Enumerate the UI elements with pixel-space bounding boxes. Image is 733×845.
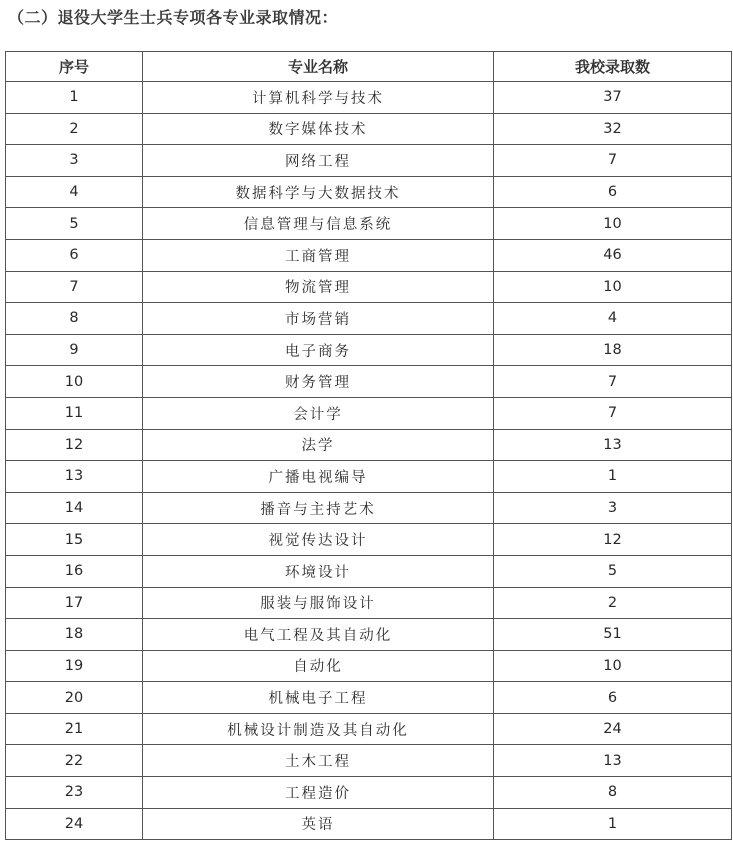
table-row: [6, 587, 732, 619]
row-number: 6: [6, 239, 143, 271]
row-number: 10: [6, 366, 143, 398]
major-name: 土木工程: [143, 745, 494, 777]
row-number: 13: [6, 461, 143, 493]
row-number: 9: [6, 334, 143, 366]
admission-count: 6: [494, 682, 732, 714]
table-body: [6, 82, 732, 840]
row-number: 23: [6, 777, 143, 809]
row-number: 5: [6, 208, 143, 240]
table-row: [6, 145, 732, 177]
major-name: 信息管理与信息系统: [143, 208, 494, 240]
major-name: 会计学: [143, 397, 494, 429]
table-row: [6, 555, 732, 587]
row-number: 22: [6, 745, 143, 777]
admission-count: 10: [494, 271, 732, 303]
major-name: 工程造价: [143, 777, 494, 809]
table-row: [6, 682, 732, 714]
major-name: 财务管理: [143, 366, 494, 398]
major-name: 电子商务: [143, 334, 494, 366]
table-row: [6, 492, 732, 524]
major-name: 广播电视编导: [143, 461, 494, 493]
section-heading: （二）退役大学生士兵专项各专业录取情况：: [8, 8, 339, 27]
row-number: 21: [6, 713, 143, 745]
admission-count: 32: [494, 113, 732, 145]
major-name: 服装与服饰设计: [143, 587, 494, 619]
table-row: [6, 334, 732, 366]
major-name: 播音与主持艺术: [143, 492, 494, 524]
admission-count: 13: [494, 429, 732, 461]
admissions-table: [5, 51, 732, 840]
table-row: [6, 713, 732, 745]
row-number: 1: [6, 82, 143, 114]
admission-count: 4: [494, 303, 732, 335]
row-number: 7: [6, 271, 143, 303]
table-row: [6, 271, 732, 303]
admission-count: 3: [494, 492, 732, 524]
column-header-major: 专业名称: [143, 52, 494, 82]
admission-count: 7: [494, 397, 732, 429]
table-row: [6, 777, 732, 809]
table-row: [6, 745, 732, 777]
admission-count: 2: [494, 587, 732, 619]
row-number: 15: [6, 524, 143, 556]
admission-count: 46: [494, 239, 732, 271]
row-number: 12: [6, 429, 143, 461]
row-number: 3: [6, 145, 143, 177]
admission-count: 10: [494, 650, 732, 682]
admission-count: 6: [494, 176, 732, 208]
row-number: 8: [6, 303, 143, 335]
admission-count: 5: [494, 555, 732, 587]
table-row: [6, 208, 732, 240]
row-number: 20: [6, 682, 143, 714]
major-name: 市场营销: [143, 303, 494, 335]
major-name: 计算机科学与技术: [143, 82, 494, 114]
major-name: 数据科学与大数据技术: [143, 176, 494, 208]
major-name: 英语: [143, 808, 494, 840]
admission-count: 1: [494, 808, 732, 840]
table-row: [6, 808, 732, 840]
admission-count: 8: [494, 777, 732, 809]
row-number: 18: [6, 619, 143, 651]
admission-count: 10: [494, 208, 732, 240]
row-number: 2: [6, 113, 143, 145]
table-row: [6, 303, 732, 335]
table-row: [6, 113, 732, 145]
column-header-count: 我校录取数: [494, 52, 732, 82]
major-name: 机械电子工程: [143, 682, 494, 714]
major-name: 环境设计: [143, 555, 494, 587]
major-name: 工商管理: [143, 239, 494, 271]
admission-count: 24: [494, 713, 732, 745]
admission-count: 37: [494, 82, 732, 114]
major-name: 机械设计制造及其自动化: [143, 713, 494, 745]
row-number: 19: [6, 650, 143, 682]
table-row: [6, 619, 732, 651]
major-name: 视觉传达设计: [143, 524, 494, 556]
row-number: 24: [6, 808, 143, 840]
admission-count: 1: [494, 461, 732, 493]
table-row: [6, 397, 732, 429]
row-number: 4: [6, 176, 143, 208]
table-row: [6, 82, 732, 114]
table-row: [6, 524, 732, 556]
major-name: 数字媒体技术: [143, 113, 494, 145]
row-number: 16: [6, 555, 143, 587]
table-row: [6, 650, 732, 682]
admission-count: 13: [494, 745, 732, 777]
major-name: 物流管理: [143, 271, 494, 303]
major-name: 法学: [143, 429, 494, 461]
table-row: [6, 429, 732, 461]
table-header-row: [6, 52, 732, 82]
table-row: [6, 366, 732, 398]
admission-count: 7: [494, 145, 732, 177]
admission-count: 51: [494, 619, 732, 651]
table-row: [6, 239, 732, 271]
row-number: 11: [6, 397, 143, 429]
admission-count: 7: [494, 366, 732, 398]
major-name: 电气工程及其自动化: [143, 619, 494, 651]
row-number: 14: [6, 492, 143, 524]
admission-count: 12: [494, 524, 732, 556]
column-header-no: 序号: [6, 52, 143, 82]
admission-count: 18: [494, 334, 732, 366]
row-number: 17: [6, 587, 143, 619]
table-row: [6, 176, 732, 208]
major-name: 网络工程: [143, 145, 494, 177]
table-row: [6, 461, 732, 493]
major-name: 自动化: [143, 650, 494, 682]
